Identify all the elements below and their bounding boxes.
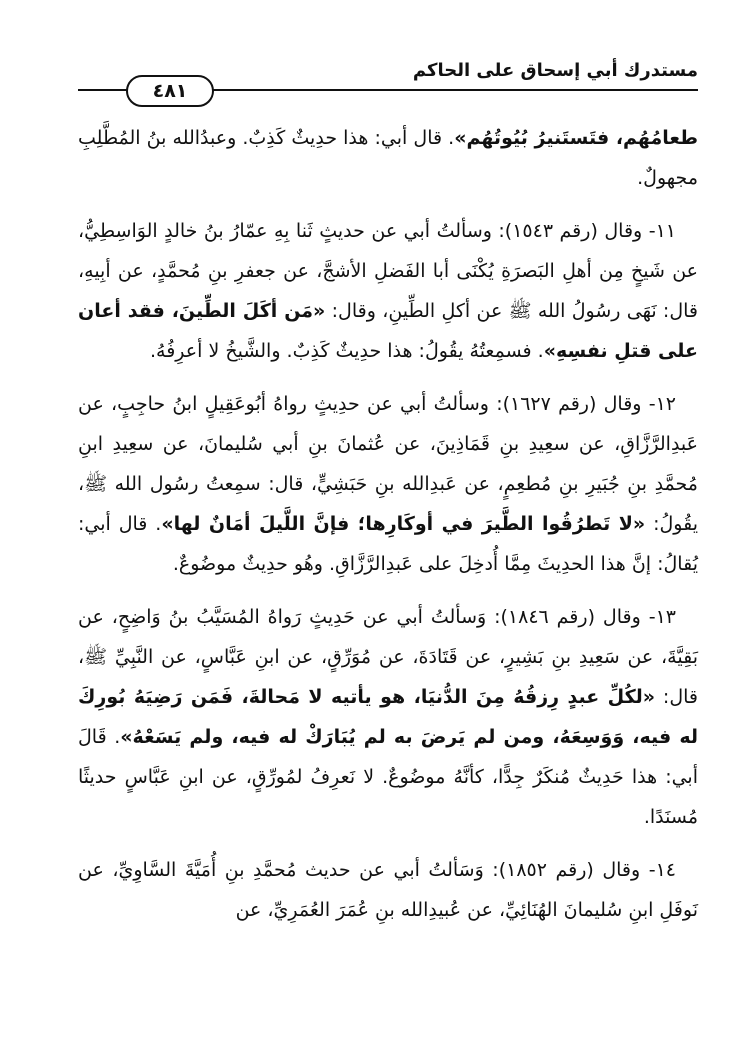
page-number: ٤٨١ xyxy=(126,75,214,107)
paragraph-entry-11 xyxy=(78,211,698,371)
text-segment: ١٢- وقال (رقم ١٦٢٧): وسألتُ أبي عن حدِيثٍ رواهُ أبُوعَقِيلٍ ابنُ حاجِبٍ، عن عَبدِالرَّزَّاقِ، عن سعِيدِ بنِ قَمَاذِينَ، عن عُثمانَ بنِ أبي سُليمانَ، عن سعِيدِ ابنِ مُحمَّدِ بنِ جُبَيرِ بنِ مُطعِمٍ، عن عَبدِالله بنِ حَبَشِيٍّ، قال: سمِعتُ رسُول الله ﷺ، يقُولُ: xyxy=(78,393,698,535)
text-segment: طعامُهُم، فتَستَنيرُ بُيُوتُهُم» xyxy=(454,127,698,149)
text-segment: . قَالَ أبي: هذا حَدِيثٌ مُنكَرٌ جِدًّا، كأنَّهُ موضُوعٌ. لا نَعرِفُ لمُورِّقٍ، عن ابنِ عَبَّاسٍ حديثًا مُسنَدًا. xyxy=(78,726,698,828)
text-segment: ١١- وقال (رقم ١٥٤٣): وسألتُ أبي عن حديثٍ ثَنا بِهِ عمّارُ بنُ خالدٍ الوَاسِطِيُّ، عن شَيخٍ مِن أهلِ البَصرَةِ يُكْنَى أبا الفَضلِ الأشجَّ، عن جعفرِ بنِ مُحمَّدٍ، عن أبِيهِ، قال: نَهَى رسُولُ الله ﷺ عن أكلِ الطِّينِ، وقال: xyxy=(78,220,699,322)
text-segment: . فسمِعتُهُ يقُولُ: هذا حدِيثٌ كَذِبٌ. والشَّيخُ لا أعرِفُهُ. xyxy=(150,340,544,362)
text-segment: ١٣- وقال (رقم ١٨٤٦): وَسألتُ أبي عن حَدِيثٍ رَواهُ المُسَيَّبُ بنُ وَاضِحٍ، عن بَقِيَّةَ، عن سَعِيدِ بنِ بَشِيرٍ، عن قَتَادَةَ، عن مُوَرِّقٍ، عن ابنِ عَبَّاسٍ، عن النَّبِيِّ ﷺ، قال: xyxy=(78,606,698,708)
page-header xyxy=(78,58,698,102)
text-segment: . قال أبي: هذا حدِيثٌ كَذِبٌ. وعبدُالله بنُ المُطَّلِبِ مجهولٌ. xyxy=(78,127,698,189)
text-segment: «لا تَطرُقُوا الطَّيرَ في أوكَارِها؛ فإنَّ اللَّيلَ أمَانٌ لها» xyxy=(161,513,646,535)
paragraph-entry-14 xyxy=(78,850,698,930)
page-body xyxy=(78,118,698,943)
paragraph-entry-13 xyxy=(78,597,698,837)
text-segment: «مَن أكَلَ الطِّينَ، فقد أعان على قتلِ نفسِهِ» xyxy=(78,300,698,362)
text-segment: ١٤- وقال (رقم ١٨٥٢): وَسَألتُ أبي عن حديث مُحمَّدِ بنِ أُمَيَّةَ السَّاوِيِّ، عن نَوفَلِ ابنِ سُليمانَ الهُنَائِيِّ، عن عُبيدِالله بنِ عُمَرَ العُمَرِيِّ، عن xyxy=(78,859,698,921)
running-title: مستدرك أبي إسحاق على الحاكم xyxy=(412,60,698,81)
paragraph-entry-12 xyxy=(78,384,698,584)
paragraph-continuation xyxy=(78,118,698,198)
text-segment: «لكُلِّ عبدٍ رِزقُهُ مِنَ الدُّنيَا، هو يأتيه لا مَحالةَ، فَمَن رَضِيَهُ بُورِكَ له فيه، وَوَسِعَهُ، ومن لم يَرضَ به لم يُبَارَكْ له فيه، ولم يَسَعْهُ» xyxy=(78,686,698,748)
text-segment: . قال أبي: يُقالُ: إنَّ هذا الحدِيثَ مِمَّا أُدخِلَ على عَبدِالرَّزَّاقِ. وهُو حدِيثٌ موضُوعٌ. xyxy=(78,513,698,575)
